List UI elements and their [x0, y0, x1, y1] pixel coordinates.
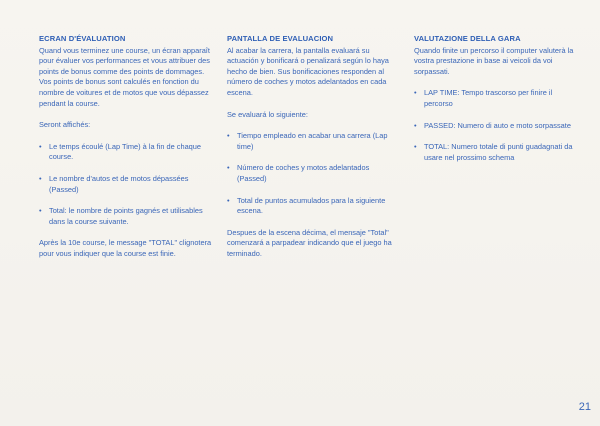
shown-label: Seront affichés: — [39, 120, 91, 130]
intro-paragraph: Quand vous terminez une course, un écran apparaît pour évaluer vos performances et vous attribuer des points de bonus comme des points de dommages. Vos points de bonus sont calculés en fonction du nombre de voitures et de motos que vous dépassez pendant la course. — [39, 45, 210, 108]
spanish-column — [227, 34, 395, 271]
bullet-list — [414, 88, 582, 163]
intro-paragraph: Quando finite un percorso il computer valuterà la vostra prestazione in base ai veicoli da voi sorpassati. — [414, 45, 574, 76]
bullet-icon: • — [39, 206, 42, 216]
bullet-list — [227, 131, 395, 217]
outro-paragraph: Despues de la escena décima, el mensaje "Total" comenzará a parpadear indicando que el juego ha terminado. — [227, 227, 392, 258]
list-item: • PASSED: Numero di auto e moto sorpassate — [414, 120, 571, 130]
bullet-icon: • — [227, 195, 230, 205]
page-number: 21 — [578, 401, 591, 413]
section-heading: VALUTAZIONE DELLA GARA — [414, 34, 521, 43]
list-item: • Le nombre d'autos et de motos dépassées (Passed) — [39, 173, 189, 194]
bullet-icon: • — [39, 141, 42, 151]
list-item: • Número de coches y motos adelantados (Passed) — [227, 163, 370, 183]
bullet-icon: • — [414, 88, 417, 98]
bullet-icon: • — [227, 131, 230, 141]
list-item: • Total: le nombre de points gagnés et utilisables dans la course suivante. — [39, 206, 203, 226]
french-column — [39, 34, 215, 271]
italian-column — [414, 34, 582, 174]
list-item: • Le temps écoulé (Lap Time) à la fin de chaque course. — [39, 141, 202, 162]
list-item: • TOTAL: Numero totale di punti guadagnati da usare nel prossimo schema — [414, 142, 573, 162]
bullet-icon: • — [414, 120, 417, 130]
outro-paragraph: Après la 10e course, le message "TOTAL" clignotera pour vous indiquer que la course est finie. — [39, 238, 212, 258]
list-item: • LAP TIME: Tempo trascorso per finire il percorso — [414, 88, 553, 108]
bullet-list — [39, 142, 215, 228]
list-item: • Total de puntos acumulados para la siguiente escena. — [227, 195, 386, 216]
section-heading: ECRAN D'ÉVALUATION — [39, 34, 126, 43]
bullet-icon: • — [39, 173, 42, 183]
intro-paragraph: Al acabar la carrera, la pantalla evaluará su actuación y bonificará o penalizará según lo haya hecho de bien. Sus bonificaciones responden al número de coches y motos adelantados en cada escena. — [227, 45, 389, 97]
bullet-icon: • — [414, 142, 417, 152]
section-heading: PANTALLA DE EVALUACION — [227, 34, 334, 43]
shown-label: Se evaluará lo siguiente: — [227, 109, 308, 119]
bullet-icon: • — [227, 163, 230, 173]
list-item: • Tiempo empleado en acabar una carrera (Lap time) — [227, 131, 388, 151]
